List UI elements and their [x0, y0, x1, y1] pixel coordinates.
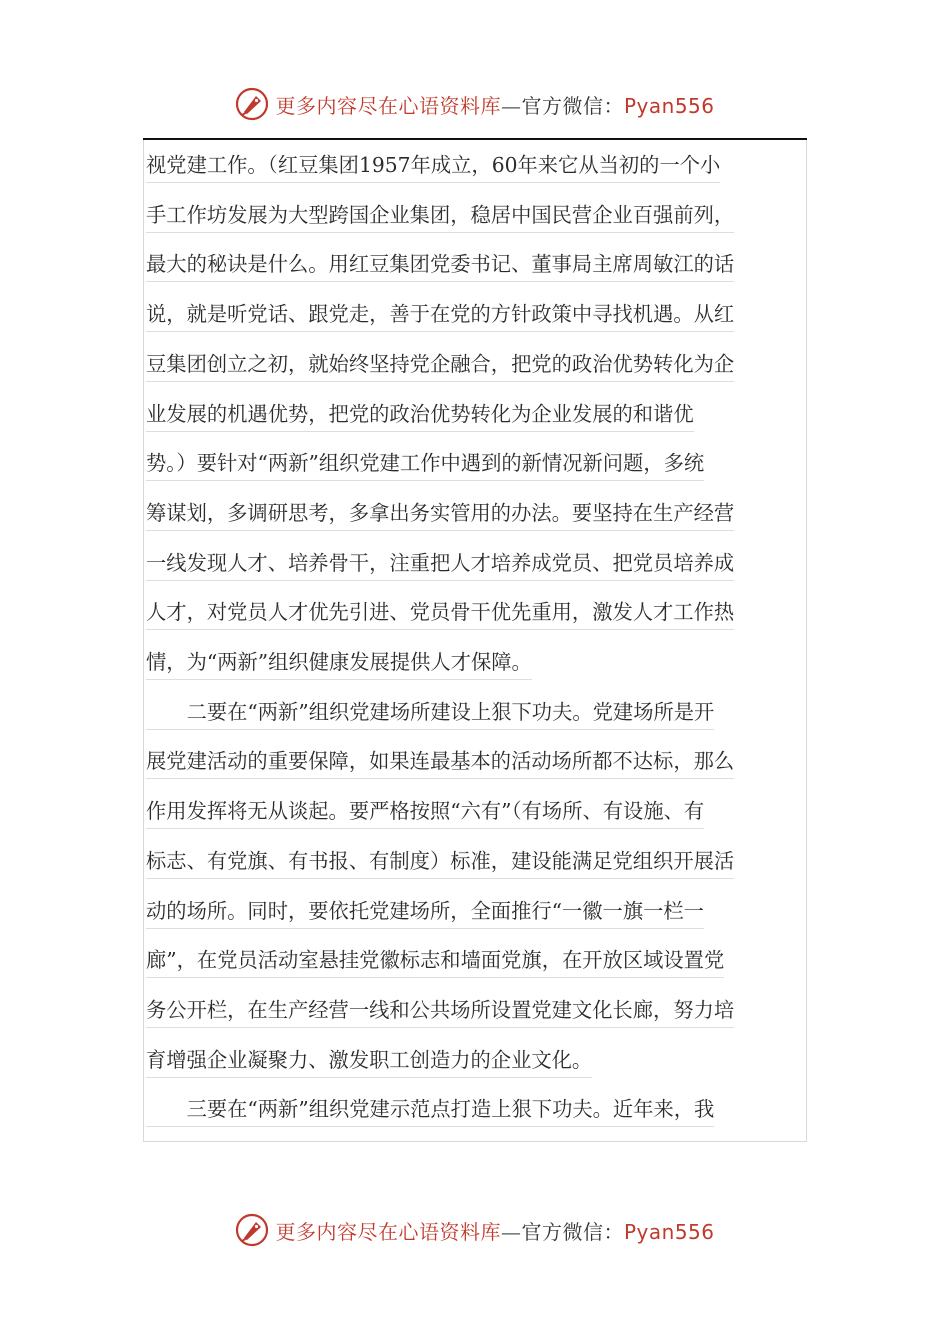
text-line: 展党建活动的重要保障，如果连最基本的活动场所都不达标，那么 [146, 744, 734, 779]
text-line: 豆集团创立之初，就始终坚持党企融合，把党的政治优势转化为企 [146, 347, 734, 382]
header-wechat-id: Pyan556 [623, 93, 715, 118]
text-line: 务公开栏，在生产经营一线和公共场所设置党建文化长廊，努力培 [146, 993, 734, 1028]
text-line: 说，就是听党话、跟党走，善于在党的方针政策中寻找机遇。从红 [146, 297, 734, 332]
pen-nib-logo-icon [235, 1213, 269, 1247]
footer-wechat-id: Pyan556 [623, 1219, 715, 1244]
pen-nib-logo-icon [235, 87, 269, 121]
text-line: 手工作坊发展为大型跨国企业集团，稳居中国民营企业百强前列， [146, 198, 734, 233]
header-text [275, 90, 714, 119]
header-separator: — [500, 93, 522, 118]
footer-wechat-label: 官方微信： [521, 1219, 624, 1244]
text-line: 二要在“两新”组织党建场所建设上狠下功夫。党建场所是开 [146, 695, 714, 730]
footer-text [275, 1216, 714, 1245]
text-line: 动的场所。同时，要依托党建场所，全面推行“一徽一旗一栏一 [146, 894, 704, 929]
footer-brand: 更多内容尽在心语资料库 [275, 1219, 501, 1244]
frame-bottom-border [143, 1141, 807, 1142]
text-line: 最大的秘诀是什么。用红豆集团党委书记、董事局主席周敏江的话 [146, 247, 734, 282]
header-banner [0, 84, 950, 124]
text-line: 作用发挥将无从谈起。要严格按照“六有”（有场所、有设施、有 [146, 794, 704, 829]
text-line: 一线发现人才、培养骨干，注重把人才培养成党员、把党员培养成 [146, 546, 734, 581]
text-line: 势。）要针对“两新”组织党建工作中遇到的新情况新问题，多统 [146, 446, 704, 481]
footer-separator: — [500, 1219, 522, 1244]
text-line: 情，为“两新”组织健康发展提供人才保障。 [146, 645, 532, 680]
footer-banner [0, 1210, 950, 1250]
header-wechat-label: 官方微信： [521, 93, 624, 118]
header-rule [143, 138, 807, 140]
text-line: 标志、有党旗、有书报、有制度）标准，建设能满足党组织开展活 [146, 844, 734, 879]
text-line: 业发展的机遇优势，把党的政治优势转化为企业发展的和谐优 [146, 397, 694, 432]
text-line: 廊”，在党员活动室悬挂党徽标志和墙面党旗，在开放区域设置党 [146, 943, 724, 978]
text-line: 育增强企业凝聚力、激发职工创造力的企业文化。 [146, 1043, 592, 1078]
text-line: 筹谋划，多调研思考，多拿出务实管用的办法。要坚持在生产经营 [146, 496, 734, 531]
frame-left-border [143, 140, 144, 1142]
text-line: 人才，对党员人才优先引进、党员骨干优先重用，激发人才工作热 [146, 595, 734, 630]
frame-right-border [806, 140, 807, 1142]
header-brand: 更多内容尽在心语资料库 [275, 93, 501, 118]
text-line: 视党建工作。（红豆集团1957年成立，60年来它从当初的一个小 [146, 148, 720, 183]
text-line: 三要在“两新”组织党建示范点打造上狠下功夫。近年来，我 [146, 1092, 714, 1127]
